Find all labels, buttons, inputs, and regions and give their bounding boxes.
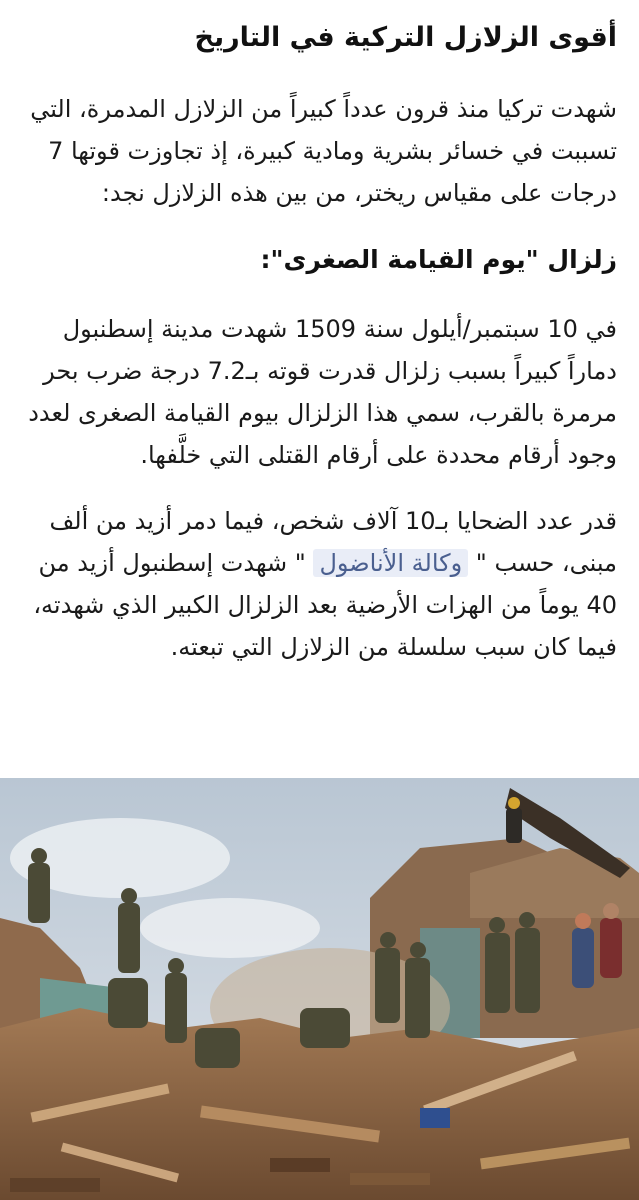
paragraph-2-text-before: قدر عدد الضحايا بـ10 آلاف شخص، فيما دمر أزيد من ألف مبنى، حسب " xyxy=(49,507,617,577)
paragraph-2-text-after: " شهدت إسطنبول أزيد من 40 يوماً من الهزات الأرضية بعد الزلزال الكبير الذي شهدته، فيما كان سبب سلسلة من الزلازل التي تبعته. xyxy=(33,549,617,661)
anadolu-agency-link[interactable]: وكالة الأناضول xyxy=(313,549,468,577)
article-title: أقوى الزلازل التركية في التاريخ xyxy=(194,22,617,53)
paragraph-2 xyxy=(22,500,617,668)
earthquake-rubble-photo xyxy=(0,778,639,1200)
intro-paragraph: شهدت تركيا منذ قرون عدداً كبيراً من الزلازل المدمرة، التي تسببت في خسائر بشرية ومادية كبيرة، إذ تجاوزت قوتها 7 درجات على مقياس ريختر، من بين هذه الزلازل نجد: xyxy=(30,95,617,207)
paragraph-1: في 10 سبتمبر/أيلول سنة 1509 شهدت مدينة إسطنبول دماراً كبيراً بسبب زلزال قدرت قوته بـ7.2 درجة ضرب بحر مرمرة بالقرب، سمي هذا الزلزال بيوم القيامة الصغرى لعدد وجود أرقام محددة على أرقام القتلى التي خلَّفها. xyxy=(28,315,617,469)
section-heading: زلزال "يوم القيامة الصغرى": xyxy=(260,245,617,274)
